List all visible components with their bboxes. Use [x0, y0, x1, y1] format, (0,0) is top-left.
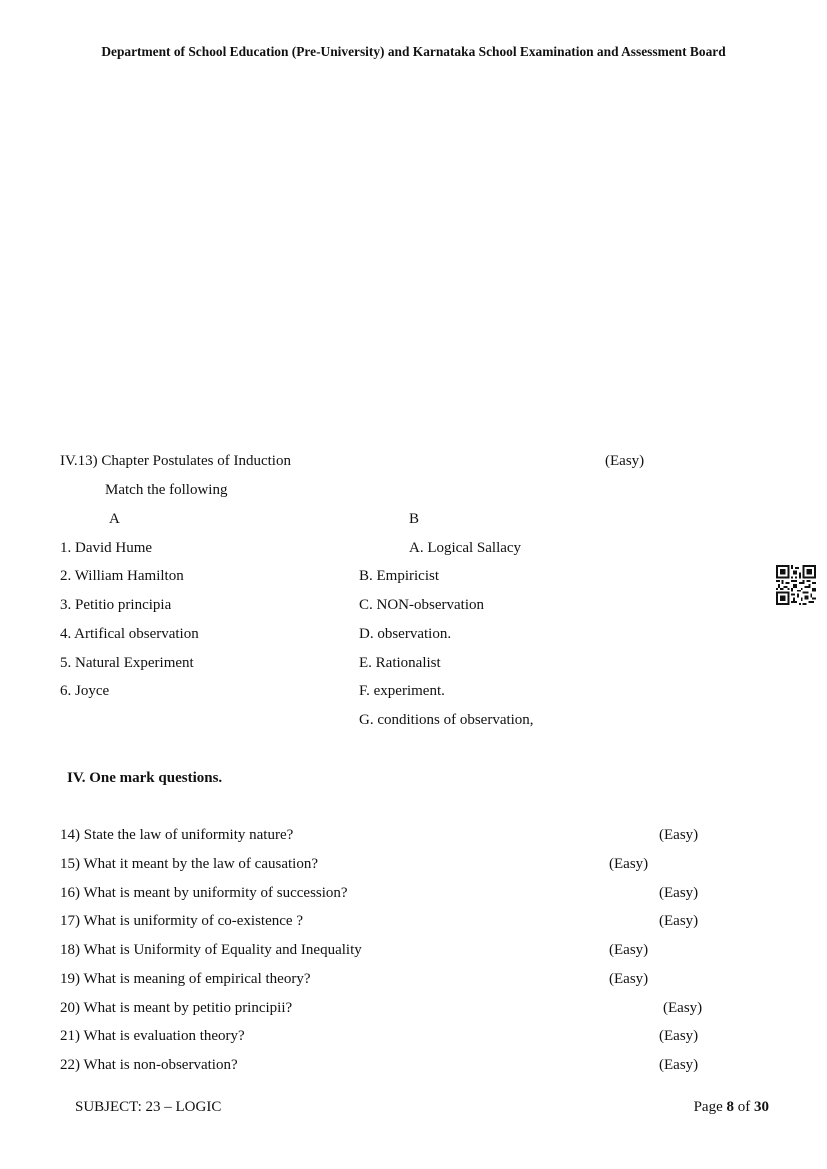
question-text: 20) What is meant by petitio principii? [60, 1000, 293, 1016]
question-text: 15) What it meant by the law of causation? [60, 856, 318, 872]
question-text: 22) What is non-observation? [60, 1057, 238, 1073]
match-item-a: 4. Artifical observation [60, 626, 199, 642]
question-text: 21) What is evaluation theory? [60, 1028, 245, 1044]
match-item-a: 5. Natural Experiment [60, 655, 194, 671]
instruction: Match the following [105, 482, 228, 498]
difficulty-label: (Easy) [659, 913, 699, 929]
match-item-b: G. conditions of observation, [359, 712, 534, 728]
column-b-header: B [409, 511, 420, 527]
column-a-header: A [109, 511, 120, 527]
match-item-b: B. Empiricist [359, 568, 439, 584]
section-heading: IV.13) Chapter Postulates of Induction [60, 453, 291, 469]
match-item-a: 1. David Hume [60, 540, 153, 556]
difficulty-label: (Easy) [659, 1028, 699, 1044]
question-text: 14) State the law of uniformity nature? [60, 827, 294, 843]
match-item-a: 2. William Hamilton [60, 568, 184, 584]
difficulty-label: (Easy) [659, 1057, 699, 1073]
difficulty-label: (Easy) [659, 885, 699, 901]
match-item-b: A. Logical Sallacy [409, 540, 522, 556]
page-total: 30 [754, 1099, 769, 1115]
difficulty-label: (Easy) [609, 942, 649, 958]
difficulty-label: (Easy) [609, 971, 649, 987]
page-number [694, 1100, 769, 1115]
question-text: 17) What is uniformity of co-existence ? [60, 913, 303, 929]
page-label: Page [693, 1099, 723, 1115]
match-item-b: F. experiment. [359, 683, 445, 699]
page-of: of [737, 1099, 751, 1115]
difficulty-label: (Easy) [659, 827, 699, 843]
question-text: 19) What is meaning of empirical theory? [60, 971, 311, 987]
page-header: Department of School Education (Pre-University) and Karnataka School Examination and Assessment Board [101, 44, 726, 59]
question-text: 18) What is Uniformity of Equality and Inequality [60, 942, 362, 958]
difficulty-label: (Easy) [605, 453, 645, 469]
match-item-a: 3. Petitio principia [60, 597, 172, 613]
match-item-a: 6. Joyce [60, 683, 110, 699]
difficulty-label: (Easy) [609, 856, 649, 872]
match-item-b: E. Rationalist [359, 655, 441, 671]
difficulty-label: (Easy) [663, 1000, 703, 1016]
question-text: 16) What is meant by uniformity of succession? [60, 885, 348, 901]
match-item-b: D. observation. [359, 626, 452, 642]
qr-code-icon [776, 565, 816, 605]
page-current: 8 [726, 1099, 734, 1115]
section-heading: IV. One mark questions. [67, 770, 223, 786]
footer-subject: SUBJECT: 23 – LOGIC [75, 1099, 222, 1115]
match-item-b: C. NON-observation [359, 597, 484, 613]
